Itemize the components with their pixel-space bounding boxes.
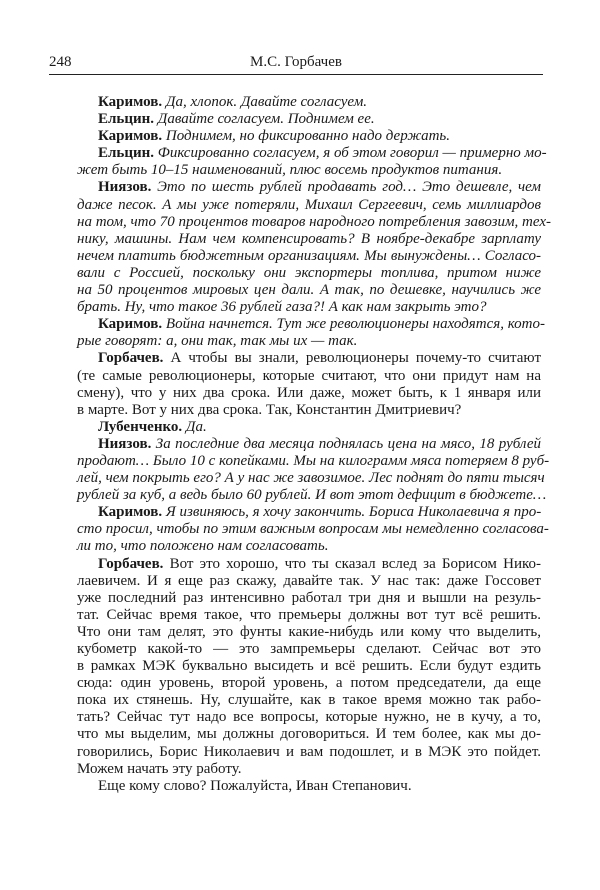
line-text: Фиксированно согласуем, я об этом говорил — примерно мо- xyxy=(157,145,547,162)
text-line xyxy=(77,521,549,538)
speaker-name: Каримов. xyxy=(98,316,163,333)
text-line xyxy=(77,436,541,453)
text-line xyxy=(77,350,541,367)
line-text: Война начнется. Тут же революционеры находятся, кото- xyxy=(165,316,545,333)
text-line xyxy=(77,504,541,521)
text-line xyxy=(77,538,541,555)
paragraph xyxy=(77,94,541,111)
text-line xyxy=(77,641,541,658)
line-text: жет быть 10–15 наименований, плюс восемь продуктов питания. xyxy=(77,162,503,179)
paragraph xyxy=(77,504,549,555)
text-line xyxy=(77,744,541,761)
text-line xyxy=(77,402,541,419)
line-text: нику, машины. Нам чем компенсировать? В ноябре-декабре зарплату xyxy=(77,230,541,247)
line-text: брать. Ну, что такое 36 рублей газа?! А как нам закрыть это? xyxy=(77,299,487,316)
line-text: в рамках МЭК буквально высидеть и всё решить. Если будут ездить xyxy=(77,658,541,675)
line-text: продают… Было 10 с копейками. Мы на килограмм мяса потеряем 8 руб- xyxy=(77,452,550,469)
text-line xyxy=(77,213,551,231)
page-body xyxy=(77,94,551,795)
line-text: сюда: один уровень, второй уровень, а потом председатели, да еще xyxy=(77,675,541,692)
text-line xyxy=(77,197,541,214)
text-line xyxy=(77,282,541,299)
line-text: говорились, Борис Николаевич и вам подошлет, и в МЭК это пойдет. xyxy=(77,743,541,760)
text-line xyxy=(77,248,541,265)
line-text: на том, что 70 процентов товаров народного потребления завозим, тех- xyxy=(77,213,551,230)
line-text: тат. Сейчас время такое, что премьеры должны вот тут всё решить. xyxy=(77,606,541,623)
text-line xyxy=(77,692,541,709)
line-text: (те самые революционеры, которые считают, что они придут нам на xyxy=(77,367,541,384)
text-line xyxy=(77,94,541,111)
text-line xyxy=(77,299,541,316)
text-line xyxy=(77,145,547,162)
line-text: рублей за куб, а ведь было 60 рублей. И вот этот дефицит в бюджете… xyxy=(77,487,547,504)
paragraph xyxy=(77,316,545,350)
running-title: М.С. Горбачев xyxy=(250,54,342,70)
line-text: Это по шесть рублей продавать год… Это дешевле, чем xyxy=(157,179,541,196)
line-text: Да, хлопок. Давайте согласуем. xyxy=(165,94,368,110)
paragraph xyxy=(77,419,541,436)
line-text: вали с Россией, поскольку они экспортеры топлива, притом ниже xyxy=(77,264,541,281)
text-line xyxy=(77,573,541,590)
line-text: в марте. Вот у них два срока. Так, Константин Дмитриевич? xyxy=(77,401,462,418)
line-text: рые говорят: а, они так, так мы их — так. xyxy=(77,333,358,350)
paragraph xyxy=(77,435,550,504)
line-text: что мы выделим, мы должны договориться. И тем более, как мы до- xyxy=(77,726,541,743)
line-text: Еще кому слово? Пожалуйста, Иван Степанович. xyxy=(98,777,412,794)
line-text: Давайте согласуем. Поднимем ее. xyxy=(157,111,375,128)
speaker-name: Каримов. xyxy=(98,128,163,145)
paragraph xyxy=(77,350,541,418)
speaker-name: Ельцин. xyxy=(98,111,155,128)
line-text: А чтобы вы знали, революционеры почему-то считают xyxy=(170,350,541,367)
text-line xyxy=(77,452,550,470)
line-text: Можем начать эту работу. xyxy=(77,760,242,777)
speaker-name: Горбачев. xyxy=(98,555,164,572)
text-line xyxy=(77,162,541,179)
text-line xyxy=(77,675,541,692)
line-text: нечем платить бюджетным организациям. Мы вынуждены… Согласо- xyxy=(77,247,541,264)
speaker-name: Горбачев. xyxy=(98,350,164,367)
speaker-name: Каримов. xyxy=(98,94,163,110)
line-text: Вот это хорошо, что ты сказал вслед за Борисом Нико- xyxy=(169,555,541,572)
text-line xyxy=(77,231,541,248)
text-line xyxy=(77,590,541,607)
speaker-name: Ниязов. xyxy=(98,435,152,452)
paragraph xyxy=(77,778,541,795)
text-line xyxy=(77,333,541,350)
line-text: тать? Сейчас тут надо все вопросы, которые нужно, не в кучу, а то, xyxy=(77,709,541,726)
text-line xyxy=(77,556,541,573)
line-text: лаевичем. И я еще раз скажу, давайте так. У нас так: даже Госсовет xyxy=(77,572,541,589)
speaker-name: Каримов. xyxy=(98,504,163,521)
paragraph xyxy=(77,556,541,778)
line-text: лей, чем покрыть его? А у нас же завозимое. Лес поднят до пяти тысяч xyxy=(77,470,545,487)
line-text: За последние два месяца поднялась цена на мясо, 18 рублей xyxy=(155,435,541,452)
text-line xyxy=(77,607,541,624)
text-line xyxy=(77,111,541,128)
text-line xyxy=(77,368,541,385)
line-text: смену), что у них два срока. Или даже, может быть, к 1 января или xyxy=(77,384,541,401)
text-line xyxy=(77,487,547,504)
line-text: уже последний раз интенсивно работал три дня и вышли на резуль- xyxy=(77,589,541,606)
text-line xyxy=(77,419,541,436)
paragraph xyxy=(77,179,551,316)
paragraph xyxy=(77,145,547,179)
text-line xyxy=(77,658,541,675)
page-header xyxy=(49,52,543,75)
text-line xyxy=(77,778,541,795)
text-line xyxy=(77,179,541,196)
line-text: на 50 процентов мировых цен дали. А так, по дешевке, научились же xyxy=(77,282,541,299)
text-line xyxy=(77,385,541,402)
speaker-name: Ельцин. xyxy=(98,145,155,162)
page-number: 248 xyxy=(49,54,72,70)
line-text: Что они там делят, это фунты какие-нибудь или кому что выделить, xyxy=(77,623,541,640)
text-line xyxy=(77,128,541,145)
text-line xyxy=(77,624,541,641)
line-text: ли то, что положено нам согласовать. xyxy=(77,538,329,555)
line-text: кубометр какой-то — это зампремьеры сделают. Сейчас вот это xyxy=(77,641,541,657)
paragraph xyxy=(77,111,541,128)
text-line xyxy=(77,709,541,726)
line-text: Да. xyxy=(185,418,207,435)
line-text: Я извиняюсь, я хочу закончить. Бориса Николаевича я про- xyxy=(165,504,542,521)
text-line xyxy=(77,470,545,487)
speaker-name: Ниязов. xyxy=(98,179,152,196)
line-text: сто просил, чтобы по этим важным вопросам мы немедленно согласова- xyxy=(77,521,549,538)
speaker-name: Лубенченко. xyxy=(98,418,183,435)
text-line xyxy=(77,265,541,282)
text-line xyxy=(77,726,541,743)
line-text: пока их стянешь. Ну, слушайте, как в такое время можно так рабо- xyxy=(77,692,541,709)
text-line xyxy=(77,316,545,333)
line-text: даже песок. А мы уже потеряли, Михаил Сергеевич, семь миллиардов xyxy=(77,196,541,213)
paragraph xyxy=(77,128,541,145)
line-text: Поднимем, но фиксированно надо держать. xyxy=(165,128,450,145)
text-line xyxy=(77,761,541,778)
